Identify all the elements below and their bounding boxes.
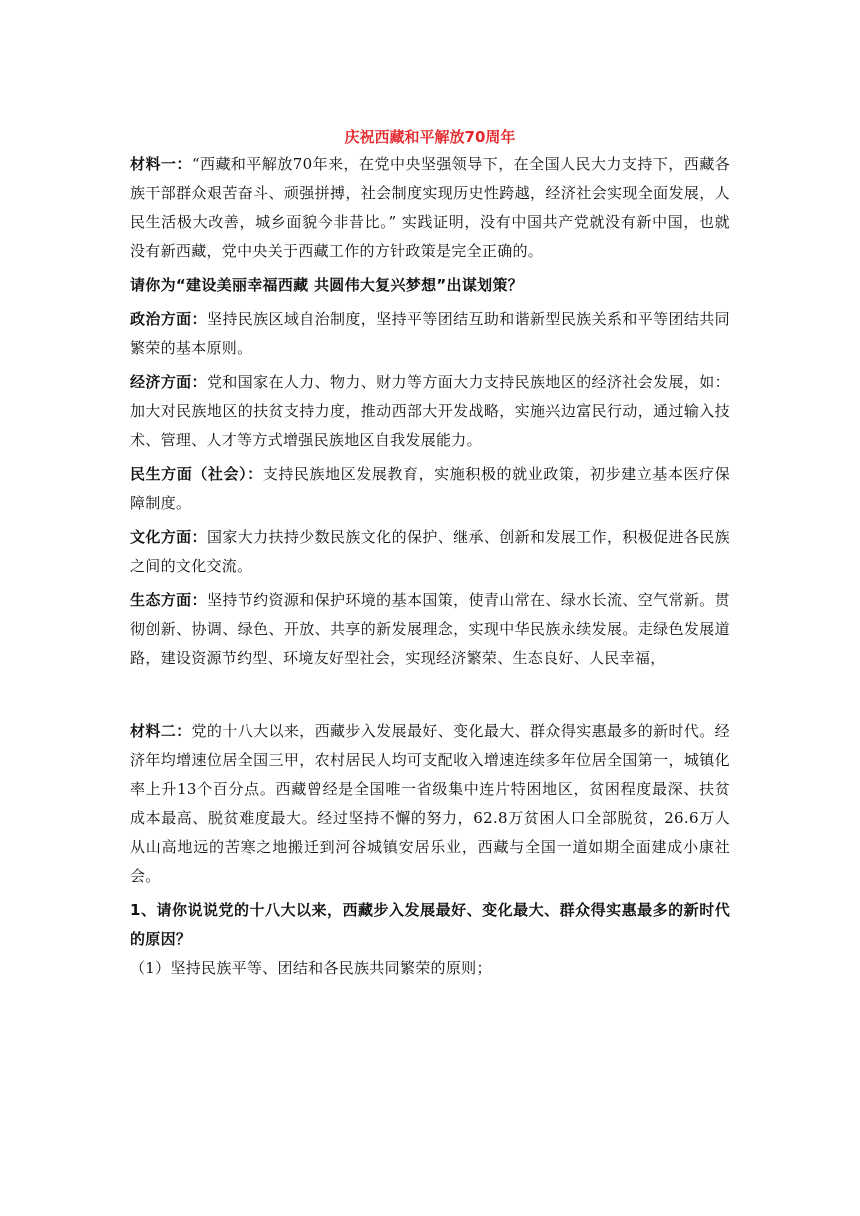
material-1-text: “西藏和平解放70年来，在党中央坚强领导下，在全国人民大力支持下，西藏各族干部群众艰苦奋斗、顽强拼搏，社会制度实现历史性跨越，经济社会实现全面发展，人民生活极大改善，城乡面貌今非昔比。” 实践证明，没有中国共产党就没有新中国，也就没有新西藏，党中央关于西藏工作的方针政策是完全正确的。 xyxy=(130,155,730,260)
answer-economic xyxy=(130,368,730,455)
answer-livelihood xyxy=(130,460,730,518)
material-2-label: 材料二： xyxy=(130,722,192,740)
answer-2-item-1: （1）坚持民族平等、团结和各民族共同繁荣的原则； xyxy=(130,959,492,977)
answer-culture xyxy=(130,523,730,581)
answer-culture-text: 国家大力扶持少数民族文化的保护、继承、创新和发展工作，积极促进各民族之间的文化交流。 xyxy=(130,528,730,575)
answer-economic-text: 党和国家在人力、物力、财力等方面大力支持民族地区的经济社会发展，如：加大对民族地区的扶贫支持力度，推动西部大开发战略，实施兴边富民行动，通过输入技术、管理、人才等方式增强民族地区自我发展能力。 xyxy=(130,373,730,449)
document-title: 庆祝西藏和平解放70周年 xyxy=(344,128,516,146)
question-1: 请你为“建设美丽幸福西藏 共圆伟大复兴梦想”出谋划策？ xyxy=(130,276,524,294)
material-2-paragraph xyxy=(130,717,730,891)
answer-ecology-text: 坚持节约资源和保护环境的基本国策，使青山常在、绿水长流、空气常新。贯彻创新、协调、绿色、开放、共享的新发展理念，实现中华民族永续发展。走绿色发展道路，建设资源节约型、环境友好型社会，实现经济繁荣、生态良好、人民幸福， xyxy=(130,591,730,667)
answer-political-label: 政治方面： xyxy=(130,310,207,328)
answer-economic-label: 经济方面： xyxy=(130,373,207,391)
material-1-paragraph xyxy=(130,150,730,266)
answer-culture-label: 文化方面： xyxy=(130,528,207,546)
answer-political xyxy=(130,305,730,363)
answer-ecology xyxy=(130,586,730,673)
material-1-label: 材料一： xyxy=(130,155,192,173)
question-2: 1、请你说说党的十八大以来，西藏步入发展最好、变化最大、群众得实惠最多的新时代的原因？ xyxy=(130,901,730,948)
material-2-text: 党的十八大以来，西藏步入发展最好、变化最大、群众得实惠最多的新时代。经济年均增速位居全国三甲，农村居民人均可支配收入增速连续多年位居全国第一，城镇化率上升13个百分点。西藏曾经是全国唯一省级集中连片特困地区，贫困程度最深、扶贫成本最高、脱贫难度最大。经过坚持不懈的努力，62.8万贫困人口全部脱贫，26.6万人从山高地远的苦寒之地搬迁到河谷城镇安居乐业，西藏与全国一道如期全面建成小康社会。 xyxy=(130,722,730,885)
answer-ecology-label: 生态方面： xyxy=(130,591,207,609)
answer-livelihood-label: 民生方面（社会）： xyxy=(130,465,263,483)
answer-political-text: 坚持民族区域自治制度，坚持平等团结互助和谐新型民族关系和平等团结共同繁荣的基本原则。 xyxy=(130,310,730,357)
answer-livelihood-text: 支持民族地区发展教育，实施积极的就业政策，初步建立基本医疗保障制度。 xyxy=(130,465,730,512)
document-page xyxy=(130,126,730,983)
